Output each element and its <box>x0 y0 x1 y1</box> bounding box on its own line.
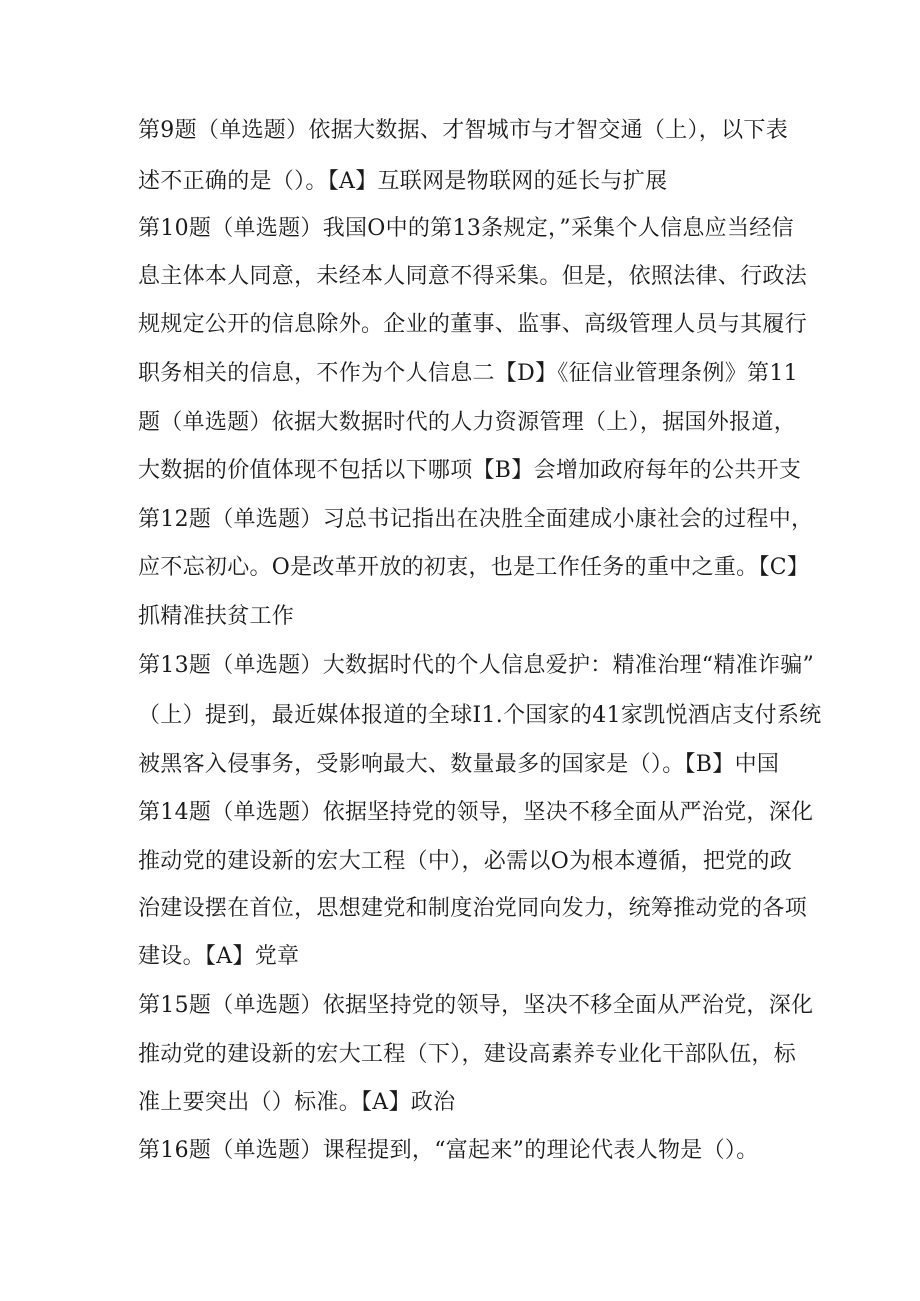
text-line: 推动党的建设新的宏大工程（中），必需以O为根本遵循，把党的政 <box>138 849 793 874</box>
text-line: 第10题（单选题）我国O中的第13条规定，”采集个人信息应当经信 <box>138 216 794 241</box>
text-line: 第9题（单选题）依据大数据、才智城市与才智交通（上），以下表 <box>138 118 788 143</box>
text-line: 被黑客入侵事务，受影响最大、数量最多的国家是（）。【B】中国 <box>138 752 780 777</box>
text-line: 息主体本人同意，未经本人同意不得采集。但是，依照法律、行政法 <box>138 264 808 289</box>
text-line: 建设。【A】党章 <box>138 944 300 969</box>
text-line: 规规定公开的信息除外。企业的董事、监事、高级管理人员与其履行 <box>138 312 808 337</box>
text-line: 述不正确的是（）。【A】互联网是物联网的延长与扩展 <box>138 169 668 194</box>
text-line: 第14题（单选题）依据坚持党的领导，坚决不移全面从严治党，深化 <box>138 800 814 825</box>
text-line: 大数据的价值体现不包括以下哪项【B】会增加政府每年的公共开支 <box>138 458 802 483</box>
text-line: 职务相关的信息，不作为个人信息二【D】《征信业管理条例》第11 <box>138 361 798 386</box>
text-line: 治建设摆在首位，思想建党和制度治党同向发力，统筹推动党的各项 <box>138 896 808 921</box>
text-line: 应不忘初心。O是改革开放的初衷，也是工作任务的重中之重。【C】 <box>138 555 810 580</box>
text-line: 第13题（单选题）大数据时代的个人信息爱护：精准治理“精准诈骗” <box>138 653 815 678</box>
text-line: 第15题（单选题）依据坚持党的领导，坚决不移全面从严治党，深化 <box>138 993 814 1018</box>
text-line: （上）提到，最近媒体报道的全球I1.个国家的41家凯悦酒店支付系统 <box>138 703 822 728</box>
text-line: 题（单选题）依据大数据时代的人力资源管理（上），据国外报道， <box>138 410 797 435</box>
text-line: 准上要突出（）标准。【A】政治 <box>138 1090 456 1115</box>
text-line: 抓精准扶贫工作 <box>138 604 295 629</box>
text-line: 推动党的建设新的宏大工程（下），建设高素养专业化干部队伍，标 <box>138 1042 797 1067</box>
text-line: 第12题（单选题）习总书记指出在决胜全面建成小康社会的过程中， <box>138 507 814 532</box>
text-line: 第16题（单选题）课程提到，“富起来”的理论代表人物是（）。 <box>138 1138 759 1163</box>
